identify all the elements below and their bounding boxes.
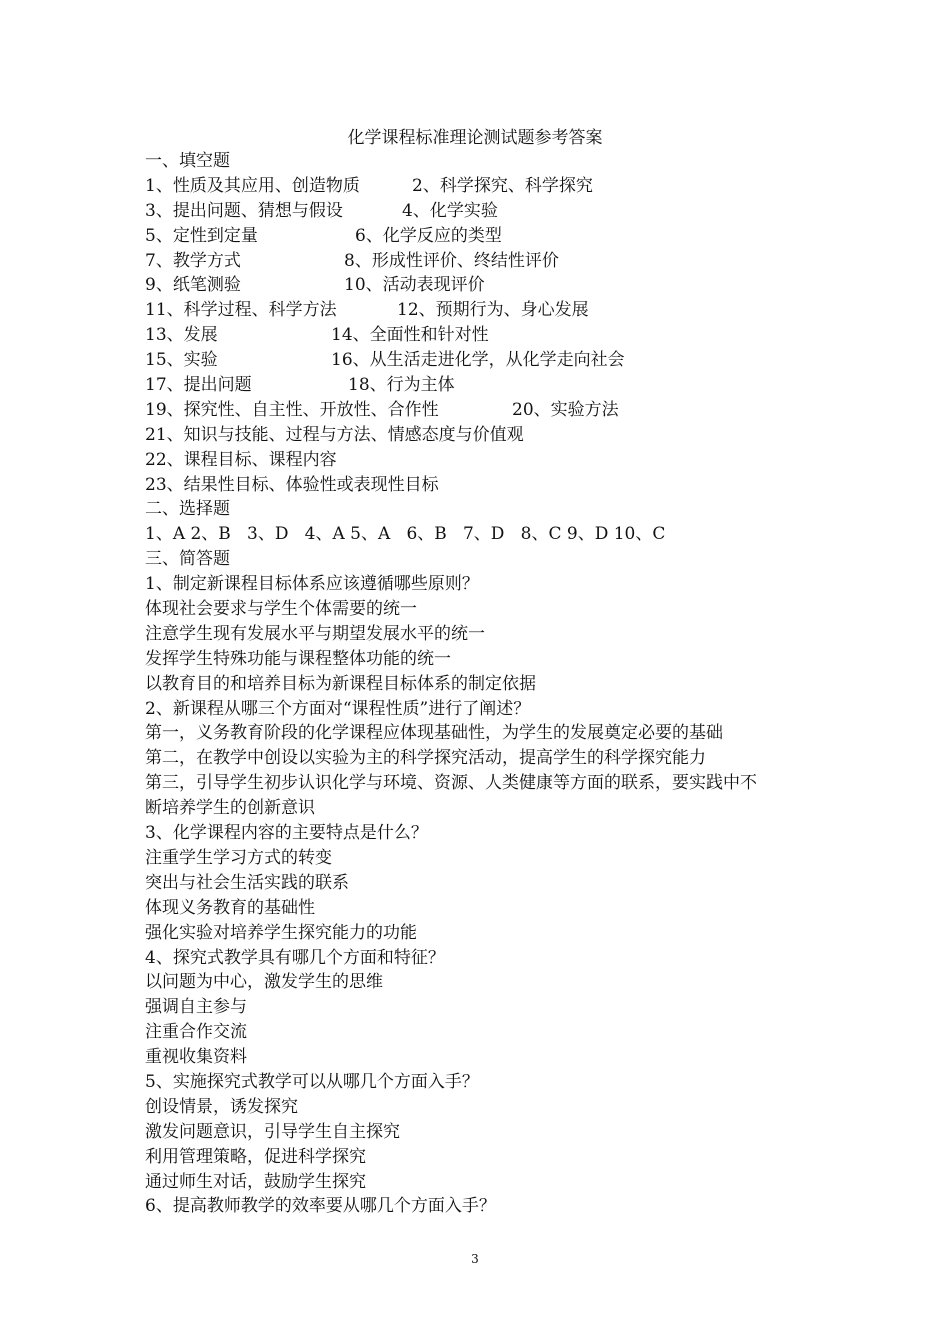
text-line xyxy=(145,846,845,871)
text-line xyxy=(145,273,845,298)
line-text-second-column: 20、实验方法 xyxy=(512,399,619,420)
line-text: 强调自主参与 xyxy=(145,997,247,1018)
text-line xyxy=(145,896,845,921)
text-line xyxy=(145,871,845,896)
line-text: 3、化学课程内容的主要特点是什么？ xyxy=(145,823,428,844)
text-line xyxy=(145,497,845,522)
line-text: 4、探究式教学具有哪几个方面和特征？ xyxy=(145,947,445,968)
line-text-second-column: 4、化学实验 xyxy=(402,200,498,221)
text-line xyxy=(145,199,845,224)
line-text: 19、探究性、自主性、开放性、合作性 xyxy=(145,399,439,420)
line-text-second-column: 2、科学探究、科学探究 xyxy=(412,175,593,196)
line-text: 一、填空题 xyxy=(145,151,230,171)
text-line xyxy=(145,1095,845,1120)
line-text: 重视收集资料 xyxy=(145,1047,247,1068)
line-text: 3、提出问题、猜想与假设 xyxy=(145,200,343,221)
text-line xyxy=(145,721,845,746)
page-number: 3 xyxy=(471,1252,479,1266)
line-text: 21、知识与技能、过程与方法、情感态度与价值观 xyxy=(145,424,524,445)
text-line xyxy=(145,1120,845,1145)
line-text: 创设情景，诱发探究 xyxy=(145,1096,298,1117)
line-text: 以问题为中心，激发学生的思维 xyxy=(145,972,383,993)
line-text: 突出与社会生活实践的联系 xyxy=(145,872,349,893)
text-line xyxy=(145,1070,845,1095)
text-line xyxy=(145,597,845,622)
text-line xyxy=(145,796,845,821)
line-text: 体现义务教育的基础性 xyxy=(145,897,315,918)
document-title: 化学课程标准理论测试题参考答案 xyxy=(347,128,603,148)
text-line xyxy=(145,821,845,846)
line-text: 1、性质及其应用、创造物质 xyxy=(145,175,360,196)
line-text: 13、发展 xyxy=(145,325,218,346)
text-line xyxy=(145,647,845,672)
line-text: 5、定性到定量 xyxy=(145,225,258,246)
text-line xyxy=(145,970,845,995)
line-text: 5、实施探究式教学可以从哪几个方面入手？ xyxy=(145,1071,479,1092)
line-text-second-column: 12、预期行为、身心发展 xyxy=(397,300,589,321)
text-line xyxy=(145,174,845,199)
line-text: 三、简答题 xyxy=(145,549,230,570)
line-text: 注意学生现有发展水平与期望发展水平的统一 xyxy=(145,623,485,644)
line-text: 二、选择题 xyxy=(145,499,230,520)
text-line xyxy=(145,1194,845,1219)
text-line xyxy=(145,1020,845,1045)
line-text: 2、新课程从哪三个方面对“课程性质”进行了阐述？ xyxy=(145,698,531,719)
line-text-second-column: 10、活动表现评价 xyxy=(344,275,485,296)
text-line xyxy=(145,995,845,1020)
text-line xyxy=(145,547,845,572)
line-text: 9、纸笔测验 xyxy=(145,275,241,296)
answer-content xyxy=(145,149,845,1219)
line-text: 1、制定新课程目标体系应该遵循哪些原则？ xyxy=(145,574,479,595)
text-line xyxy=(145,921,845,946)
line-text-second-column: 16、从生活走进化学，从化学走向社会 xyxy=(331,350,625,371)
line-text: 通过师生对话，鼓励学生探究 xyxy=(145,1171,366,1192)
text-line xyxy=(145,572,845,597)
text-line xyxy=(145,697,845,722)
line-text: 注重学生学习方式的转变 xyxy=(145,847,332,868)
line-text: 以教育目的和培养目标为新课程目标体系的制定依据 xyxy=(145,673,536,694)
text-line xyxy=(145,622,845,647)
line-text-second-column: 14、全面性和针对性 xyxy=(331,325,489,346)
line-text: 17、提出问题 xyxy=(145,375,252,396)
line-text-second-column: 6、化学反应的类型 xyxy=(355,225,502,246)
text-line xyxy=(145,946,845,971)
line-text: 15、实验 xyxy=(145,350,218,371)
text-line xyxy=(145,522,845,547)
line-text: 22、课程目标、课程内容 xyxy=(145,449,337,470)
text-line xyxy=(145,373,845,398)
text-line xyxy=(145,1170,845,1195)
text-line xyxy=(145,249,845,274)
line-text: 第三，引导学生初步认识化学与环境、资源、人类健康等方面的联系，要实践中不 xyxy=(145,773,757,794)
line-text: 11、科学过程、科学方法 xyxy=(145,300,337,321)
text-line xyxy=(145,1045,845,1070)
text-line xyxy=(145,398,845,423)
line-text: 第二，在教学中创设以实验为主的科学探究活动，提高学生的科学探究能力 xyxy=(145,748,706,769)
line-text: 强化实验对培养学生探究能力的功能 xyxy=(145,922,417,943)
text-line xyxy=(145,771,845,796)
line-text: 23、结果性目标、体验性或表现性目标 xyxy=(145,474,439,495)
text-line xyxy=(145,224,845,249)
text-line xyxy=(145,448,845,473)
line-text: 7、教学方式 xyxy=(145,250,241,271)
line-text: 1、A 2、B 3、D 4、A 5、A 6、B 7、D 8、C 9、D 10、C xyxy=(145,524,666,545)
line-text: 利用管理策略，促进科学探究 xyxy=(145,1146,366,1167)
line-text: 体现社会要求与学生个体需要的统一 xyxy=(145,599,417,620)
text-line xyxy=(145,323,845,348)
line-text: 激发问题意识，引导学生自主探究 xyxy=(145,1121,400,1142)
line-text: 断培养学生的创新意识 xyxy=(145,798,315,819)
text-line xyxy=(145,672,845,697)
line-text: 6、提高教师教学的效率要从哪几个方面入手？ xyxy=(145,1196,496,1217)
text-line xyxy=(145,473,845,498)
text-line xyxy=(145,149,845,174)
text-line xyxy=(145,423,845,448)
line-text-second-column: 18、行为主体 xyxy=(348,375,455,396)
line-text: 发挥学生特殊功能与课程整体功能的统一 xyxy=(145,648,451,669)
line-text: 注重合作交流 xyxy=(145,1022,247,1043)
line-text-second-column: 8、形成性评价、终结性评价 xyxy=(344,250,559,271)
line-text: 第一，义务教育阶段的化学课程应体现基础性，为学生的发展奠定必要的基础 xyxy=(145,723,723,744)
text-line xyxy=(145,298,845,323)
text-line xyxy=(145,1145,845,1170)
text-line xyxy=(145,746,845,771)
text-line xyxy=(145,348,845,373)
